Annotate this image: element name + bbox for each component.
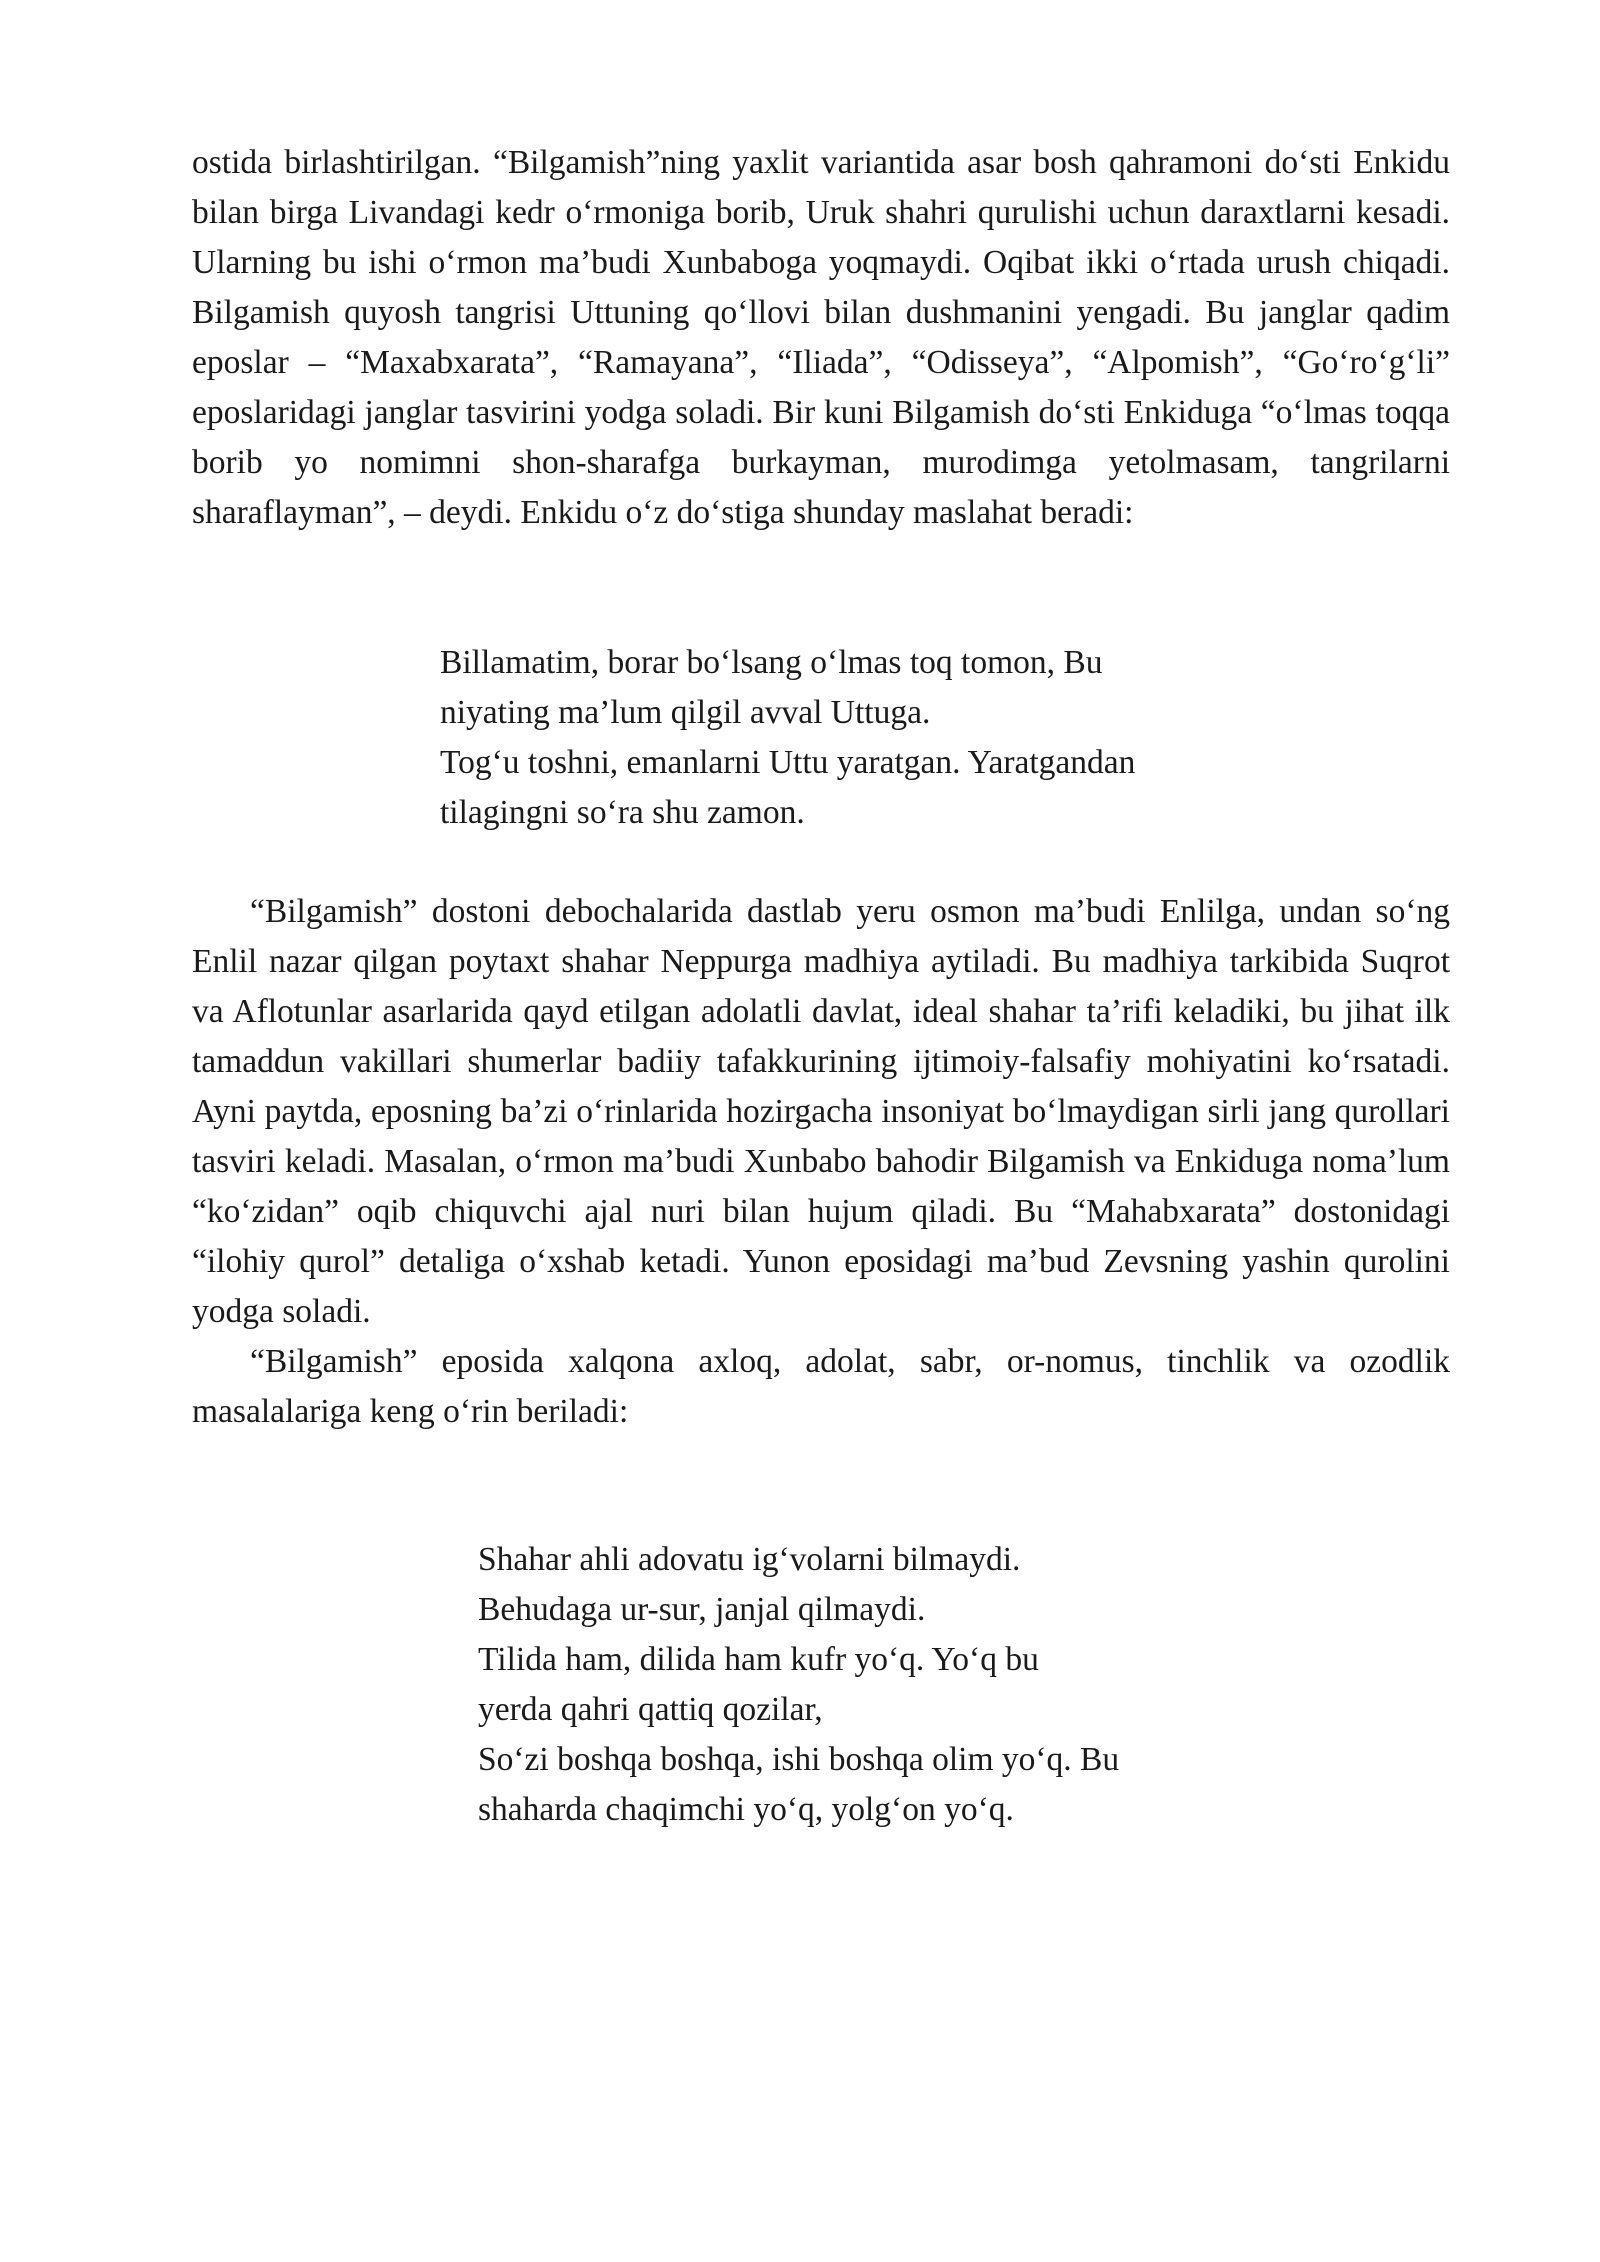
poem-line: Behudaga ur-sur, janjal qilmaydi. (478, 1591, 926, 1628)
poem-line: Tog‘u toshni, emanlarni Uttu yaratgan. Yaratgandan (440, 744, 1136, 781)
poem-line: shaharda chaqimchi yo‘q, yolg‘on yo‘q. (478, 1791, 1014, 1828)
poem-excerpt-1 (440, 638, 1135, 838)
paragraph: ostida birlashtirilgan. “Bilgamish”ning yaxlit variantida asar bosh qahramoni do‘sti Enkidu bilan birga Livandagi kedr o‘rmoniga borib, Uruk shahri qurulishi uchun daraxtlarni kesadi. Ularning bu ishi o‘rmon ma’budi Xunbaboga yoqmaydi. Oqibat ikki o‘rtada urush chiqadi. Bilgamish quyosh tangrisi Uttuning qo‘llovi bilan dushmanini yengadi. Bu janglar qadim eposlar – “Maxabxarata”, “Ramayana”, “Iliada”, “Odisseya”, “Alpomish”, “Go‘ro‘g‘li” eposlaridagi janglar tasvirini yodga soladi. Bir kuni Bilgamish do‘sti Enkiduga “o‘lmas toqqa borib yo nomimni shon-sharafga burkayman, murodimga yetolmasam, tangrilarni sharaflayman”, – deydi. Enkidu o‘z do‘stiga shunday maslahat beradi: (192, 144, 1450, 531)
poem-line: Shahar ahli adovatu ig‘volarni bilmaydi. (478, 1541, 1021, 1578)
text-block-top (192, 138, 1450, 538)
poem-excerpt-2 (478, 1535, 1119, 1835)
paragraph: “Bilgamish” eposida xalqona axloq, adolat, sabr, or-nomus, tinchlik va ozodlik masalalariga keng o‘rin beriladi: (192, 1343, 1450, 1430)
poem-line: Billamatim, borar bo‘lsang o‘lmas toq tomon, Bu (440, 644, 1103, 681)
poem-line: tilagingni so‘ra shu zamon. (440, 794, 805, 831)
poem-line: Tilida ham, dilida ham kufr yo‘q. Yo‘q bu (478, 1641, 1039, 1678)
poem-line: yerda qahri qattiq qozilar, (478, 1691, 823, 1728)
poem-line: niyating ma’lum qilgil avval Uttuga. (440, 694, 931, 731)
paragraph: “Bilgamish” dostoni debochalarida dastlab yeru osmon ma’budi Enlilga, undan so‘ng Enlil nazar qilgan poytaxt shahar Neppurga madhiya aytiladi. Bu madhiya tarkibida Suqrot va Aflotunlar asarlarida qayd etilgan adolatli davlat, ideal shahar ta’rifi keladiki, bu jihat ilk tamaddun vakillari shumerlar badiiy tafakkurining ijtimoiy-falsafiy mohiyatini ko‘rsatadi. Ayni paytda, eposning ba’zi o‘rinlarida hozirgacha insoniyat bo‘lmaydigan sirli jang qurollari tasviri keladi. Masalan, o‘rmon ma’budi Xunbabo bahodir Bilgamish va Enkiduga noma’lum “ko‘zidan” oqib chiquvchi ajal nuri bilan hujum qiladi. Bu “Mahabxarata” dostonidagi “ilohiy qurol” detaliga o‘xshab ketadi. Yunon eposidagi ma’bud Zevsning yashin qurolini yodga soladi. (192, 893, 1450, 1330)
poem-line: So‘zi boshqa boshqa, ishi boshqa olim yo‘q. Bu (478, 1741, 1120, 1778)
text-block-middle (192, 887, 1450, 1437)
